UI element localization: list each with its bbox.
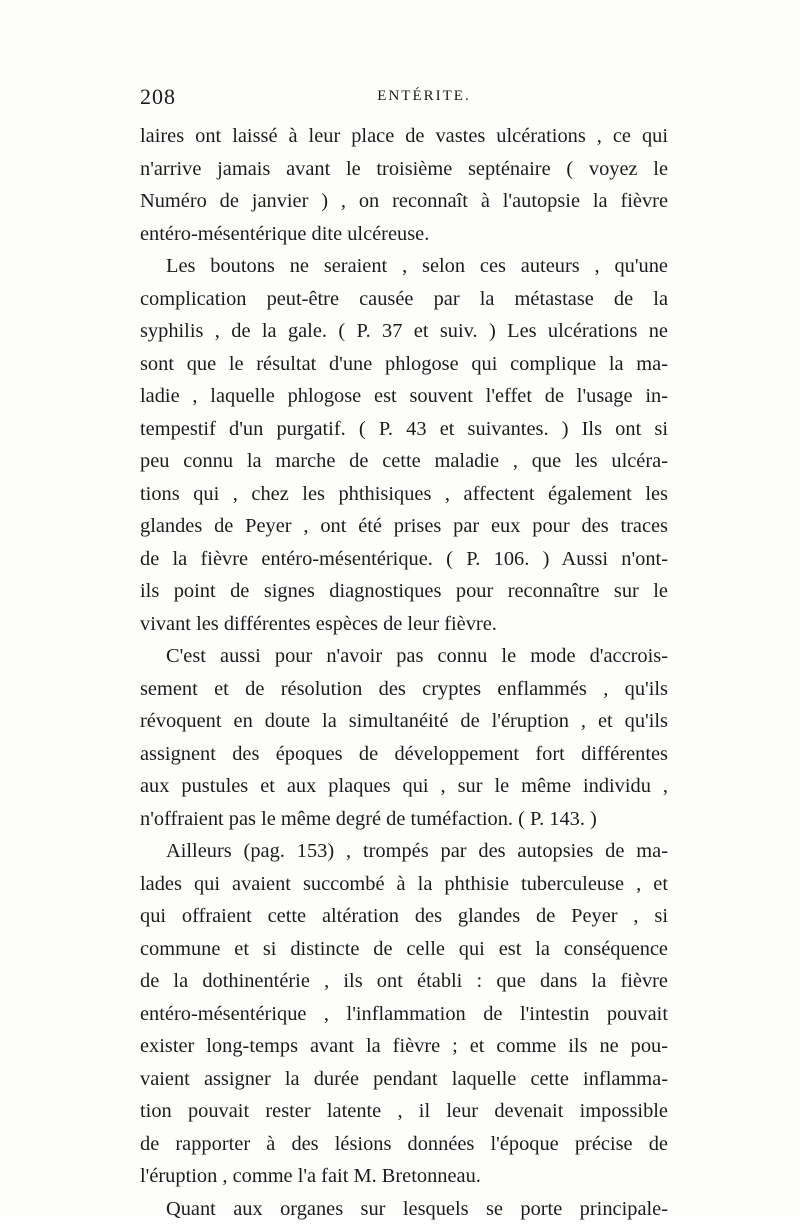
text-line: n'arrive jamais avant le troisième septénaire ( voyez le <box>140 153 668 186</box>
text-line: lades qui avaient succombé à la phthisie tuberculeuse , et <box>140 868 668 901</box>
body-text <box>140 120 668 1225</box>
text-line: entéro-mésentérique dite ulcéreuse. <box>140 218 668 251</box>
text-line: de la fièvre entéro-mésentérique. ( P. 106. ) Aussi n'ont- <box>140 543 668 576</box>
text-line: Les boutons ne seraient , selon ces auteurs , qu'une <box>140 250 668 283</box>
text-line: sement et de résolution des cryptes enflammés , qu'ils <box>140 673 668 706</box>
text-line: ils point de signes diagnostiques pour reconnaître sur le <box>140 575 668 608</box>
text-line: tions qui , chez les phthisiques , affectent également les <box>140 478 668 511</box>
text-line: n'offraient pas le même degré de tuméfaction. ( P. 143. ) <box>140 803 668 836</box>
text-line: syphilis , de la gale. ( P. 37 et suiv. ) Les ulcérations ne <box>140 315 668 348</box>
page-number: 208 <box>140 84 176 110</box>
text-line: aux pustules et aux plaques qui , sur le même individu , <box>140 770 668 803</box>
text-line: qui offraient cette altération des glandes de Peyer , si <box>140 900 668 933</box>
text-line: l'éruption , comme l'a fait M. Bretonneau. <box>140 1160 668 1193</box>
text-line: sont que le résultat d'une phlogose qui complique la ma- <box>140 348 668 381</box>
text-line: tempestif d'un purgatif. ( P. 43 et suivantes. ) Ils ont si <box>140 413 668 446</box>
running-head: ENTÉRITE. <box>140 88 668 105</box>
text-line: commune et si distincte de celle qui est la conséquence <box>140 933 668 966</box>
text-line: C'est aussi pour n'avoir pas connu le mode d'accrois- <box>140 640 668 673</box>
text-line: Numéro de janvier ) , on reconnaît à l'autopsie la fièvre <box>140 185 668 218</box>
text-line: de la dothinentérie , ils ont établi : que dans la fièvre <box>140 965 668 998</box>
text-line: tion pouvait rester latente , il leur devenait impossible <box>140 1095 668 1128</box>
text-line: assignent des époques de développement fort différentes <box>140 738 668 771</box>
text-line: révoquent en doute la simultanéité de l'éruption , et qu'ils <box>140 705 668 738</box>
text-line: entéro-mésentérique , l'inflammation de l'intestin pouvait <box>140 998 668 1031</box>
text-line: Quant aux organes sur lesquels se porte principale- <box>140 1193 668 1225</box>
text-line: peu connu la marche de cette maladie , que les ulcéra- <box>140 445 668 478</box>
text-line: exister long-temps avant la fièvre ; et comme ils ne pou- <box>140 1030 668 1063</box>
text-line: ladie , laquelle phlogose est souvent l'effet de l'usage in- <box>140 380 668 413</box>
text-line: de rapporter à des lésions données l'époque précise de <box>140 1128 668 1161</box>
text-line: vaient assigner la durée pendant laquelle cette inflamma- <box>140 1063 668 1096</box>
text-line: Ailleurs (pag. 153) , trompés par des autopsies de ma- <box>140 835 668 868</box>
text-line: glandes de Peyer , ont été prises par eux pour des traces <box>140 510 668 543</box>
page-header <box>140 84 668 114</box>
text-line: laires ont laissé à leur place de vastes ulcérations , ce qui <box>140 120 668 153</box>
text-line: vivant les différentes espèces de leur fièvre. <box>140 608 668 641</box>
text-line: complication peut-être causée par la métastase de la <box>140 283 668 316</box>
